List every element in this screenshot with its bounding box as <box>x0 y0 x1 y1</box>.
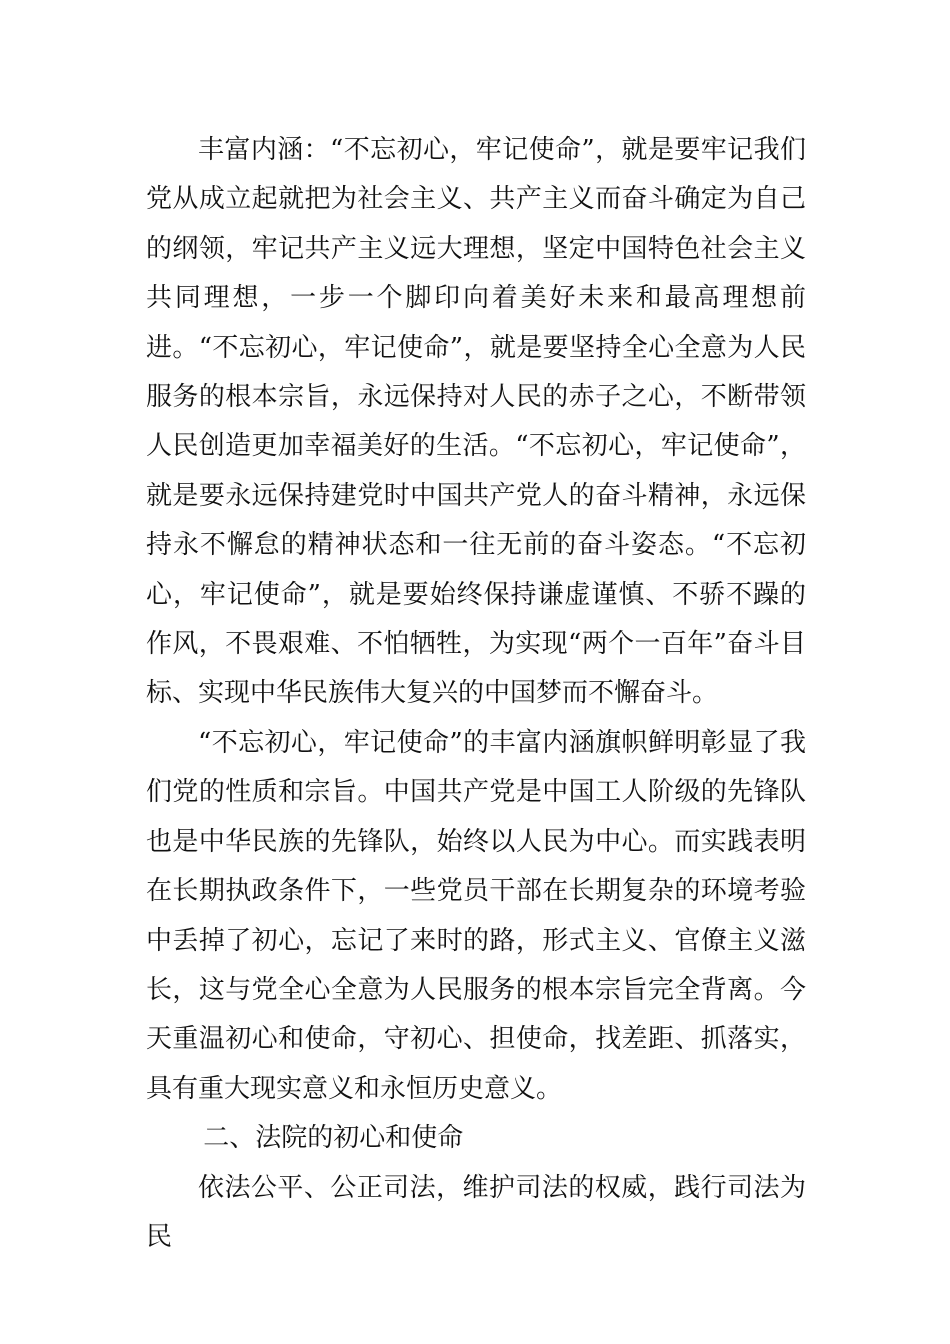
document-body <box>146 126 806 1262</box>
paragraph-court-mission: 依法公平、公正司法，维护司法的权威，践行司法为民 <box>146 1172 806 1252</box>
paragraph-rich-connotation: 丰富内涵：“不忘初心，牢记使命”，就是要牢记我们党从成立起就把为社会主义、共产主义而奋斗确定为自己的纲领，牢记共产主义远大理想，坚定中国特色社会主义共同理想，一步一个脚印向着美好未来和最高理想前进。“不忘初心，牢记使命”，就是要坚持全心全意为人民服务的根本宗旨，永远保持对人民的赤子之心，不断带领人民创造更加幸福美好的生活。“不忘初心，牢记使命”，就是要永远保持建党时中国共产党人的奋斗精神，永远保持永不懈怠的精神状态和一往无前的奋斗姿态。“不忘初心，牢记使命”，就是要始终保持谦虚谨慎、不骄不躁的作风，不畏艰难、不怕牺牲，为实现“两个一百年”奋斗目标、实现中华民族伟大复兴的中国梦而不懈奋斗。 <box>146 135 806 709</box>
paragraph-party-nature: “不忘初心，牢记使命”的丰富内涵旗帜鲜明彰显了我们党的性质和宗旨。中国共产党是中国工人阶级的先锋队也是中华民族的先锋队，始终以人民为中心。而实践表明在长期执政条件下，一些党员干部在长期复杂的环境考验中丢掉了初心，忘记了来时的路，形式主义、官僚主义滋长，这与党全心全意为人民服务的根本宗旨完全背离。今天重温初心和使命，守初心、担使命，找差距、抓落实，具有重大现实意义和永恒历史意义。 <box>146 727 806 1104</box>
section-heading: 二、法院的初心和使命 <box>203 1123 464 1154</box>
